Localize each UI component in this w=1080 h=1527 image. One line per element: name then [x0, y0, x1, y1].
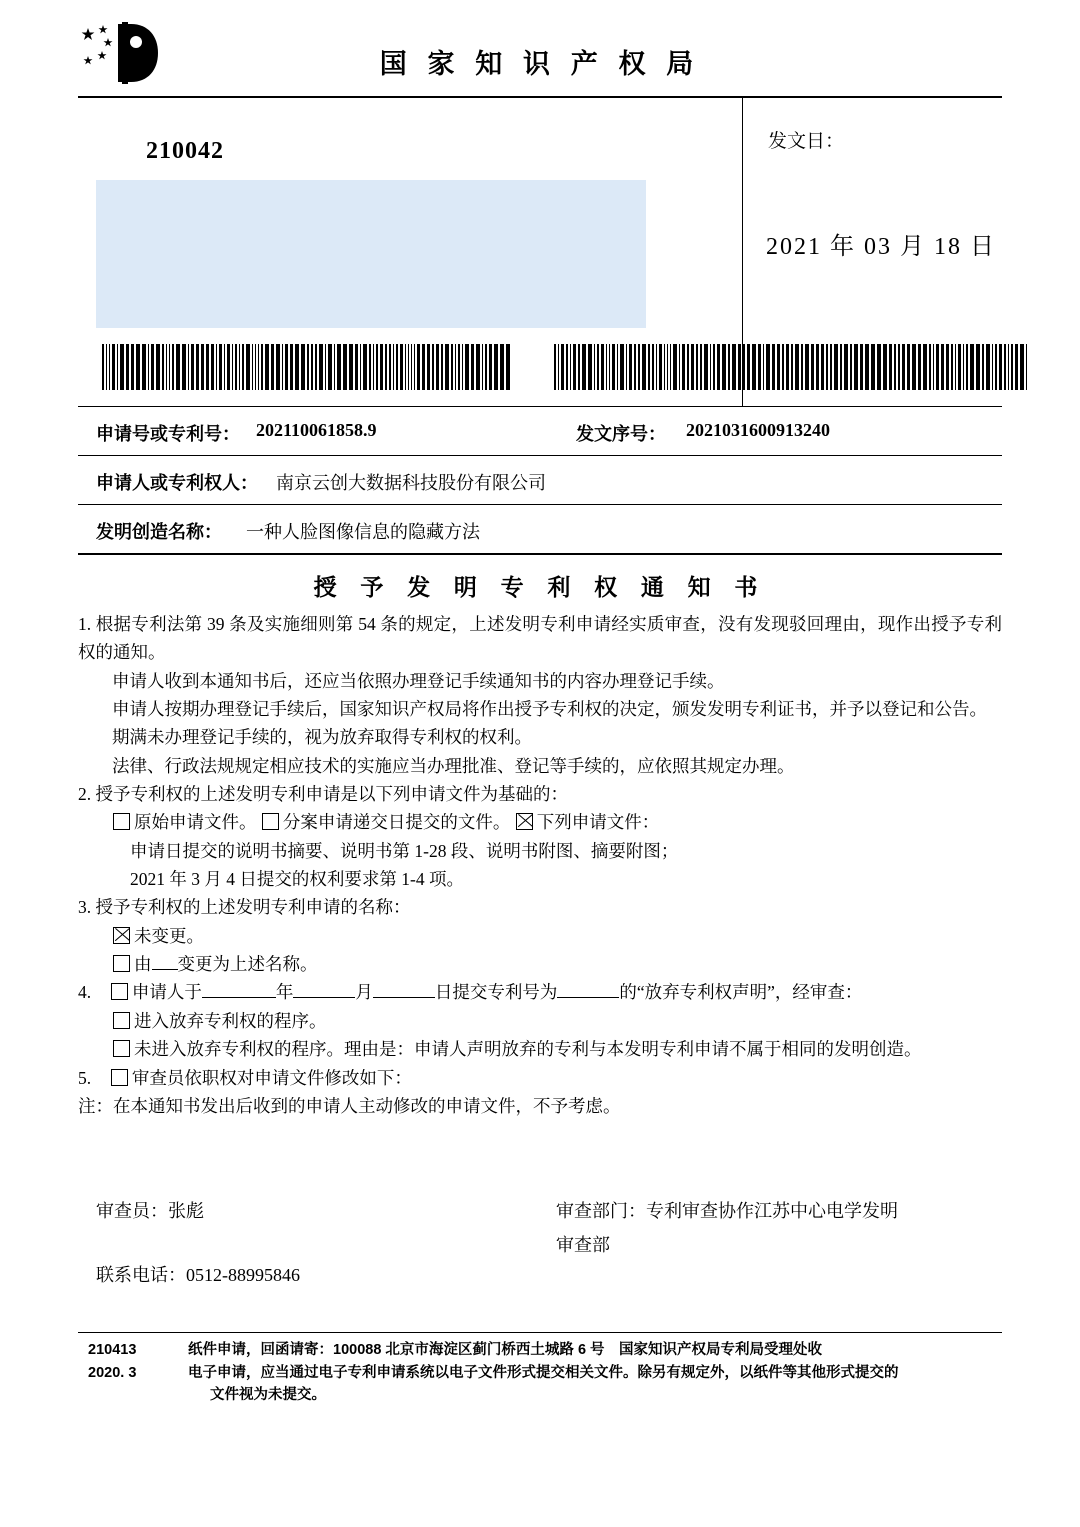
footer-form-codes: [88, 1339, 136, 1384]
applicant-label: 申请人或专利权人：: [96, 473, 258, 493]
contact-phone-label: 联系电话：: [96, 1265, 186, 1286]
footer-divider: [78, 1332, 1002, 1333]
checkbox-enter-waiver-procedure[interactable]: [113, 1012, 130, 1029]
dispatch-sequence-value: 2021031600913240: [686, 420, 830, 440]
checkbox-name-unchanged[interactable]: [113, 927, 130, 944]
checkbox-following-documents[interactable]: [516, 813, 533, 830]
footer-code-1: 210413: [88, 1342, 137, 1359]
address-barcode-block: [78, 98, 1002, 407]
examiner-label: 审查员：: [96, 1201, 168, 1222]
waiver-option-2-row: [78, 1035, 1002, 1063]
name-changed-blank[interactable]: [152, 969, 178, 970]
checkbox-divisional-documents[interactable]: [262, 813, 279, 830]
basis-documents-line-1: 申请日提交的说明书摘要、说明书第 1-28 段、说明书附图、摘要附图；: [130, 840, 679, 861]
waiver-patent-no-blank[interactable]: [557, 997, 619, 998]
label-following-documents: 下列申请文件：: [536, 812, 660, 833]
waiver-day-blank[interactable]: [373, 997, 435, 998]
body-paragraph-3: [78, 695, 1002, 723]
label-name-changed-pre: 由: [134, 954, 152, 975]
label-waiver-d: 日提交专利号为: [434, 982, 558, 1003]
application-number-value: 202110061858.9: [256, 420, 377, 440]
barcode-left: [102, 344, 512, 390]
body-paragraph-6: 2. 授予专利权的上述发明专利申请是以下列申请文件为基础的：: [78, 784, 568, 805]
checkbox-original-documents[interactable]: [113, 813, 130, 830]
checkbox-examiner-amendment[interactable]: [111, 1069, 128, 1086]
label-examiner-amendment: 审查员依职权对申请文件修改如下：: [131, 1067, 412, 1088]
label-waiver-c: 月: [355, 982, 373, 1003]
department-value-line2: 审查部: [556, 1235, 610, 1256]
invention-title-value: 一种人脸图像信息的隐藏方法: [246, 522, 480, 542]
examiner-amendment-row: [78, 1064, 1002, 1092]
waiver-option-1-row: [78, 1007, 1002, 1035]
waiver-row: [78, 978, 1002, 1006]
label-enter-waiver-procedure: 进入放弃专利权的程序。: [134, 1010, 327, 1031]
checkbox-not-enter-waiver-procedure[interactable]: [113, 1040, 130, 1057]
waiver-number: 4.: [78, 982, 92, 1003]
postcode: 210042: [146, 138, 224, 164]
barcode-right: [554, 344, 1029, 390]
invention-title-row: [78, 505, 1002, 555]
waiver-year-blank[interactable]: [202, 997, 276, 998]
footer-line-2: 电子申请，应当通过电子专利申请系统以电子文件形式提交相关文件。除另有规定外，以纸件等其他形式提交的: [188, 1364, 899, 1381]
department-value: 专利审查协作江苏中心电学发明: [646, 1201, 898, 1222]
body-paragraph-4: 期满未办理登记手续的，视为放弃取得专利权的权利。: [112, 727, 532, 748]
body-paragraph-3-text: 申请人按期办理登记手续后，国家知识产权局将作出授予专利权的决定，颁发发明专利证书，并予以登记和公告。: [112, 699, 987, 720]
dispatch-sequence-label: 发文序号：: [576, 424, 666, 444]
body-paragraph-7: 3. 授予专利权的上述发明专利申请的名称：: [78, 897, 411, 918]
send-date-value: 2021 年 03 月 18 日: [766, 234, 996, 260]
footer-line-1: 纸件申请，回函请寄：100088 北京市海淀区蓟门桥西土城路 6 号 国家知识产权局专利局受理处收: [188, 1342, 823, 1359]
body-paragraph-1: 1. 根据专利法第 39 条及实施细则第 54 条的规定，上述发明专利申请经实质审查，没有发现驳回理由，现作出授予专利权的通知。: [78, 614, 1002, 663]
address-redaction-box: [96, 180, 646, 328]
examiner-field: [96, 1194, 204, 1228]
invention-title-label: 发明创造名称：: [96, 522, 222, 542]
application-number-label: 申请号或专利号：: [96, 424, 240, 444]
org-title: 国 家 知 识 产 权 局: [379, 49, 701, 79]
document-header: [0, 0, 1080, 96]
barcode-group: [102, 344, 1029, 390]
basis-documents-line-2: 2021 年 3 月 4 日提交的权利要求第 1-4 项。: [130, 869, 464, 890]
applicant-row: [78, 456, 1002, 505]
label-waiver-b: 年: [275, 982, 294, 1003]
label-waiver-e: 的“放弃专利权声明”，经审查：: [619, 982, 863, 1003]
department-field: [556, 1194, 898, 1262]
applicant-value: 南京云创大数据科技股份有限公司: [276, 473, 546, 493]
label-waiver-a: 申请人于: [131, 982, 202, 1003]
checkbox-name-changed[interactable]: [113, 955, 130, 972]
label-name-unchanged: 未变更。: [134, 925, 204, 946]
body-paragraph-5: 法律、行政法规规定相应技术的实施应当办理批准、登记等手续的，应依照其规定办理。: [112, 755, 795, 776]
document-note: 注：在本通知书发出后收到的申请人主动修改的申请文件，不予考虑。: [78, 1095, 621, 1116]
basis-options-row: [78, 808, 1002, 836]
name-changed-row: [78, 950, 1002, 978]
send-date-label: 发文日：: [768, 131, 845, 152]
footer-text: [188, 1339, 1002, 1406]
footer-line-3: 文件视为未提交。: [210, 1387, 326, 1404]
signature-block: [78, 1194, 1002, 1314]
label-divisional-documents: 分案申请递交日提交的文件。: [282, 812, 511, 833]
examiner-value: 张彪: [168, 1201, 204, 1222]
page-title: 授 予 发 明 专 利 权 通 知 书: [313, 575, 767, 600]
checkbox-waiver-statement[interactable]: [111, 983, 128, 1000]
document-footer: [78, 1339, 1002, 1406]
label-not-enter-waiver-procedure: 未进入放弃专利权的程序。理由是：申请人声明放弃的专利与本发明专利申请不属于相同的发明创造。: [134, 1039, 922, 1060]
application-number-row: [78, 407, 1002, 456]
body-paragraph-2: 申请人收到本通知书后，还应当依照办理登记手续通知书的内容办理登记手续。: [112, 670, 725, 691]
waiver-month-blank[interactable]: [293, 997, 355, 998]
label-original-documents: 原始申请文件。: [134, 812, 257, 833]
footer-code-2: 2020. 3: [88, 1364, 137, 1381]
contact-phone-value: 0512-88995846: [186, 1265, 300, 1286]
examiner-amendment-number: 5.: [78, 1067, 92, 1088]
label-name-changed-post: 变更为上述名称。: [177, 954, 318, 975]
document-body: [78, 610, 1002, 1120]
department-label: 审查部门：: [556, 1201, 646, 1222]
contact-phone-field: [96, 1258, 300, 1292]
name-unchanged-row: [78, 922, 1002, 950]
